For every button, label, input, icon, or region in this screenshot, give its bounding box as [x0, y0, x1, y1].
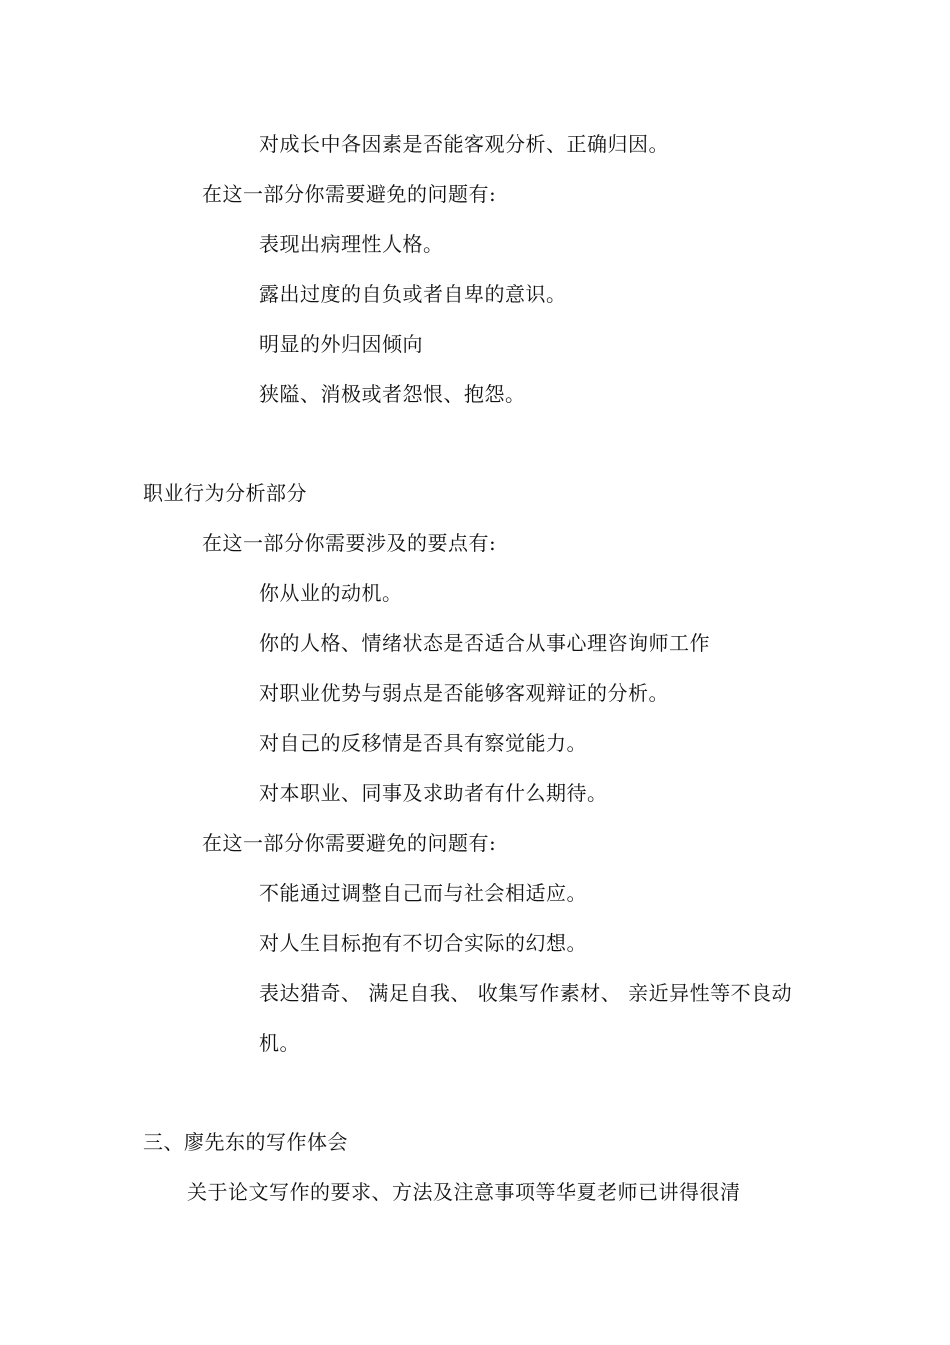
point-item: 对本职业、同事及求助者有什么期待。 — [259, 781, 608, 805]
point-item: 你从业的动机。 — [259, 581, 403, 605]
avoid-item: 露出过度的自负或者自卑的意识。 — [259, 282, 567, 306]
growth-factor-item: 对成长中各因素是否能客观分析、正确归因。 — [259, 132, 669, 156]
point-item: 你的人格、情绪状态是否适合从事心理咨询师工作 — [259, 631, 710, 655]
point-item: 对自己的反移情是否具有察觉能力。 — [259, 731, 587, 755]
avoid-item: 表达猎奇、 满足自我、 收集写作素材、 亲近异性等不良动 — [259, 981, 793, 1005]
avoid-item: 对人生目标抱有不切合实际的幻想。 — [259, 931, 587, 955]
avoid-item: 明显的外归因倾向 — [259, 332, 423, 356]
points-heading: 在这一部分你需要涉及的要点有: — [202, 531, 497, 555]
section-title-experience: 三、廖先东的写作体会 — [143, 1130, 348, 1154]
avoid-item-continued: 机。 — [259, 1031, 300, 1055]
avoid-item: 表现出病理性人格。 — [259, 232, 444, 256]
avoid-heading-2: 在这一部分你需要避免的问题有: — [202, 831, 497, 855]
avoid-item: 不能通过调整自己而与社会相适应。 — [259, 881, 587, 905]
section-title-career: 职业行为分析部分 — [143, 481, 307, 505]
paragraph-start: 关于论文写作的要求、方法及注意事项等华夏老师已讲得很清 — [187, 1180, 741, 1204]
avoid-heading-1: 在这一部分你需要避免的问题有: — [202, 182, 497, 206]
point-item: 对职业优势与弱点是否能够客观辩证的分析。 — [259, 681, 669, 705]
avoid-item: 狭隘、消极或者怨恨、抱怨。 — [259, 382, 526, 406]
